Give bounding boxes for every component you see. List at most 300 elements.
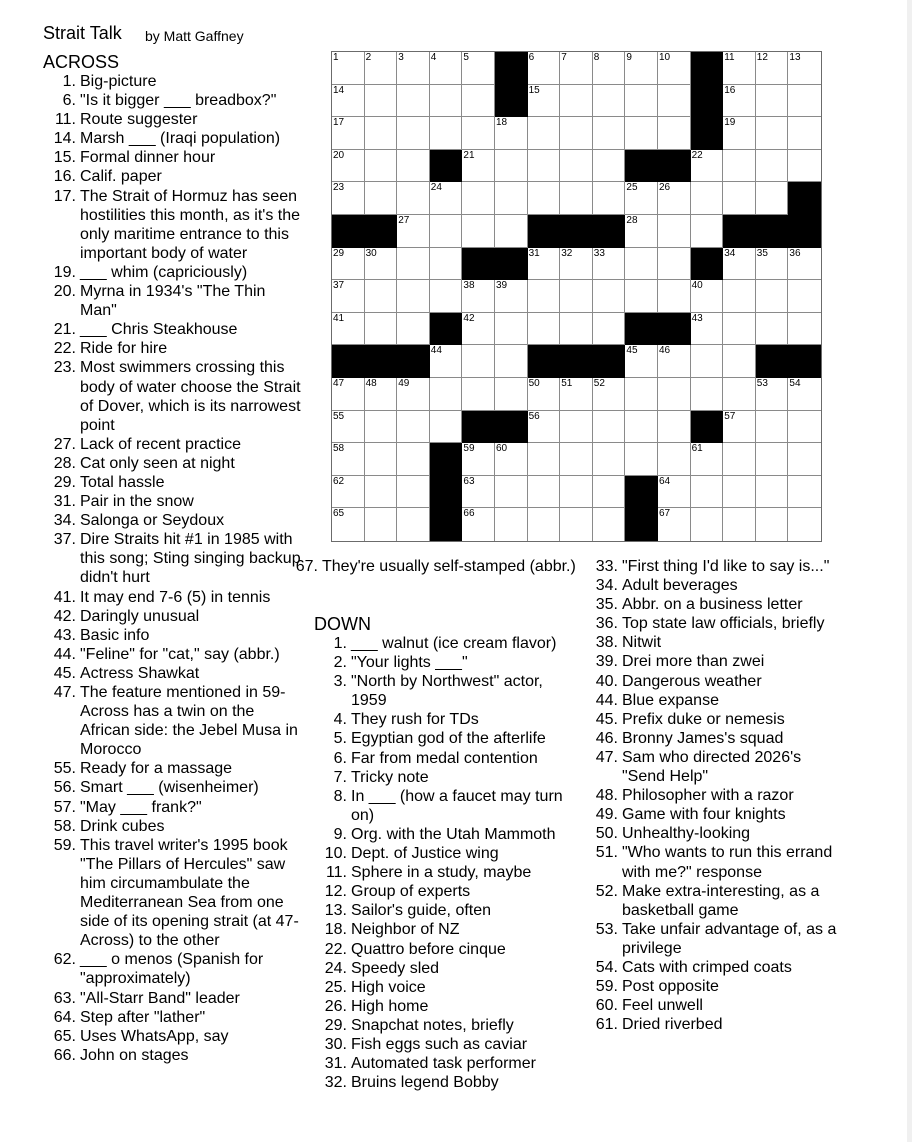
grid-cell[interactable] [397,508,430,541]
black-square [365,215,398,248]
grid-cell[interactable] [723,508,756,541]
clue-number: 22. [324,940,347,958]
grid-cell[interactable] [430,345,463,378]
grid-cell[interactable] [365,52,398,85]
grid-cell[interactable] [332,150,365,183]
clue-number: 35. [595,596,618,614]
grid-cell[interactable] [528,52,561,85]
grid-cell[interactable] [658,85,691,118]
clue-number: 25. [324,978,347,996]
grid-cell[interactable] [365,508,398,541]
black-square [495,52,528,85]
across-clue[interactable] [43,454,303,473]
across-clue[interactable] [43,492,303,511]
down-clue[interactable] [585,595,847,614]
clue-text: "Who wants to run this errand with me?" response [622,844,833,881]
grid-cell[interactable] [560,150,593,183]
grid-cell[interactable] [528,248,561,281]
across-clue[interactable] [43,778,303,797]
grid-cell[interactable] [397,443,430,476]
across-clue[interactable] [43,511,303,530]
grid-cell[interactable] [723,313,756,346]
grid-cell[interactable] [788,378,821,411]
grid-cell[interactable] [462,378,495,411]
down-clue[interactable] [585,786,847,805]
grid-cell[interactable] [560,443,593,476]
across-clue[interactable] [43,148,303,167]
down-clue[interactable] [585,576,847,595]
down-clue[interactable] [314,1016,579,1035]
down-clue[interactable] [585,958,847,977]
grid-cell[interactable] [625,378,658,411]
grid-cell[interactable] [658,476,691,509]
grid-cell[interactable] [560,411,593,444]
down-clue[interactable] [314,940,579,959]
across-clue[interactable] [43,530,303,587]
across-clue[interactable] [43,664,303,683]
grid-cell[interactable] [560,117,593,150]
grid-cell[interactable] [593,280,626,313]
grid-cell[interactable] [593,411,626,444]
across-clue[interactable] [43,167,303,186]
grid-cell[interactable] [723,85,756,118]
across-clue[interactable] [43,282,303,320]
grid-cell[interactable] [691,313,724,346]
down-clue[interactable] [585,805,847,824]
grid-cell[interactable] [788,280,821,313]
grid-cell[interactable] [625,280,658,313]
grid-cell[interactable] [332,313,365,346]
grid-cell[interactable] [462,476,495,509]
grid-cell[interactable] [756,117,789,150]
grid-cell[interactable] [528,150,561,183]
grid-cell[interactable] [495,443,528,476]
grid-cell[interactable] [365,378,398,411]
grid-cell[interactable] [788,117,821,150]
cell-number: 29 [333,247,345,259]
grid-cell[interactable] [430,378,463,411]
grid-cell[interactable] [756,378,789,411]
across-clue[interactable] [43,1046,303,1065]
grid-cell[interactable] [462,182,495,215]
across-heading: ACROSS [43,52,120,72]
grid-cell[interactable] [430,215,463,248]
grid-cell[interactable] [756,313,789,346]
grid-cell[interactable] [560,52,593,85]
across-clue[interactable] [43,435,303,454]
down-clue[interactable] [585,996,847,1015]
crossword-grid[interactable] [331,51,822,542]
grid-cell[interactable] [332,476,365,509]
cell-number: 66 [463,508,475,520]
grid-cell[interactable] [528,378,561,411]
grid-cell[interactable] [658,52,691,85]
clue-text: ___ Chris Steakhouse [80,321,238,339]
down-clue[interactable] [314,653,579,672]
across-clue[interactable] [43,339,303,358]
grid-cell[interactable] [691,280,724,313]
down-clue[interactable] [314,1035,579,1054]
grid-cell[interactable] [788,443,821,476]
down-clue[interactable] [314,901,579,920]
clue-number: 8. [333,787,347,805]
down-clue[interactable] [314,1054,579,1073]
grid-cell[interactable] [430,411,463,444]
grid-cell[interactable] [397,248,430,281]
grid-cell[interactable] [756,85,789,118]
grid-cell[interactable] [756,150,789,183]
grid-cell[interactable] [658,411,691,444]
grid-cell[interactable] [756,411,789,444]
grid-cell[interactable] [430,52,463,85]
across-clue[interactable] [43,588,303,607]
grid-cell[interactable] [625,117,658,150]
grid-cell[interactable] [658,248,691,281]
grid-cell[interactable] [462,85,495,118]
grid-cell[interactable] [560,248,593,281]
grid-cell[interactable] [560,313,593,346]
grid-cell[interactable] [593,378,626,411]
grid-cell[interactable] [691,378,724,411]
grid-cell[interactable] [462,280,495,313]
across-clue[interactable] [43,129,303,148]
down-clue[interactable] [314,710,579,729]
grid-cell[interactable] [495,313,528,346]
grid-cell[interactable] [625,248,658,281]
grid-cell[interactable] [723,378,756,411]
grid-cell[interactable] [560,378,593,411]
across-clue[interactable] [43,607,303,626]
down-clue[interactable] [314,997,579,1016]
grid-cell[interactable] [528,182,561,215]
down-clue[interactable] [314,768,579,787]
grid-cell[interactable] [528,443,561,476]
grid-cell[interactable] [658,182,691,215]
black-square [430,476,463,509]
down-clue[interactable] [314,863,579,882]
down-clue[interactable] [585,652,847,671]
grid-cell[interactable] [593,85,626,118]
grid-cell[interactable] [462,150,495,183]
grid-cell[interactable] [365,182,398,215]
grid-cell[interactable] [462,443,495,476]
grid-cell[interactable] [397,85,430,118]
grid-cell[interactable] [723,117,756,150]
grid-cell[interactable] [397,313,430,346]
grid-cell[interactable] [560,280,593,313]
across-clue[interactable] [43,950,303,988]
grid-cell[interactable] [723,248,756,281]
grid-cell[interactable] [332,85,365,118]
grid-cell[interactable] [723,411,756,444]
grid-cell[interactable] [756,248,789,281]
down-clue[interactable] [585,710,847,729]
grid-cell[interactable] [397,476,430,509]
across-clue[interactable] [43,91,303,110]
grid-cell[interactable] [365,85,398,118]
grid-cell[interactable] [430,117,463,150]
grid-cell[interactable] [625,52,658,85]
grid-cell[interactable] [332,443,365,476]
grid-cell[interactable] [691,150,724,183]
across-clue[interactable] [43,1027,303,1046]
clue-number: 42. [53,607,76,625]
grid-cell[interactable] [658,117,691,150]
down-clue[interactable] [585,920,847,958]
cell-number: 43 [691,312,703,324]
across-clue[interactable] [43,836,303,951]
grid-cell[interactable] [495,182,528,215]
grid-cell[interactable] [593,117,626,150]
grid-cell[interactable] [560,508,593,541]
grid-cell[interactable] [332,508,365,541]
down-clue[interactable] [314,959,579,978]
grid-cell[interactable] [397,378,430,411]
grid-cell[interactable] [332,117,365,150]
grid-cell[interactable] [691,182,724,215]
across-clue[interactable] [43,110,303,129]
grid-cell[interactable] [723,476,756,509]
grid-cell[interactable] [658,345,691,378]
grid-cell[interactable] [723,182,756,215]
grid-cell[interactable] [658,280,691,313]
grid-cell[interactable] [788,313,821,346]
grid-cell[interactable] [658,443,691,476]
down-clue[interactable] [314,729,579,748]
grid-cell[interactable] [332,280,365,313]
grid-cell[interactable] [397,52,430,85]
grid-cell[interactable] [625,345,658,378]
down-clue[interactable] [585,977,847,996]
clue-number: 39. [595,653,618,671]
grid-cell[interactable] [593,248,626,281]
grid-cell[interactable] [495,280,528,313]
across-clue[interactable] [43,817,303,836]
grid-cell[interactable] [332,52,365,85]
clue-text: Unhealthy-looking [622,825,751,843]
grid-cell[interactable] [397,215,430,248]
grid-cell[interactable] [723,52,756,85]
grid-cell[interactable] [658,215,691,248]
grid-cell[interactable] [593,508,626,541]
grid-cell[interactable] [528,508,561,541]
across-clue[interactable] [43,358,303,434]
black-square [495,85,528,118]
down-clue[interactable] [314,787,579,825]
grid-cell[interactable] [756,182,789,215]
grid-cell[interactable] [397,280,430,313]
down-clue[interactable] [585,882,847,920]
grid-cell[interactable] [788,85,821,118]
grid-cell[interactable] [528,476,561,509]
down-clue[interactable] [314,672,579,710]
grid-cell[interactable] [495,476,528,509]
grid-cell[interactable] [332,378,365,411]
cell-number: 18 [495,117,508,129]
grid-cell[interactable] [560,182,593,215]
grid-cell[interactable] [756,443,789,476]
grid-cell[interactable] [625,411,658,444]
grid-cell[interactable] [397,182,430,215]
across-clue[interactable] [285,557,580,576]
across-clue[interactable] [43,1008,303,1027]
clue-number: 67. [295,558,318,575]
grid-cell[interactable] [365,411,398,444]
grid-cell[interactable] [495,150,528,183]
grid-cell[interactable] [397,411,430,444]
page-scrollbar[interactable] [907,0,912,1142]
down-clue[interactable] [585,729,847,748]
clue-text: Formal dinner hour [80,149,216,167]
down-clue[interactable] [314,844,579,863]
grid-cell[interactable] [365,280,398,313]
grid-cell[interactable] [788,52,821,85]
clue-number: 7. [333,768,347,786]
grid-cell[interactable] [560,476,593,509]
cell-number: 40 [691,280,703,292]
down-clue[interactable] [314,978,579,997]
down-clue[interactable] [585,633,847,652]
clue-text: Prefix duke or nemesis [622,710,785,728]
grid-cell[interactable] [462,345,495,378]
black-square [462,411,495,444]
grid-cell[interactable] [462,117,495,150]
grid-cell[interactable] [625,215,658,248]
grid-cell[interactable] [691,345,724,378]
grid-cell[interactable] [495,378,528,411]
grid-cell[interactable] [723,280,756,313]
grid-cell[interactable] [756,476,789,509]
grid-cell[interactable] [723,150,756,183]
grid-cell[interactable] [788,508,821,541]
grid-cell[interactable] [658,378,691,411]
grid-cell[interactable] [625,443,658,476]
across-clue[interactable] [43,759,303,778]
grid-cell[interactable] [430,182,463,215]
grid-cell[interactable] [691,508,724,541]
grid-cell[interactable] [528,85,561,118]
down-clue[interactable] [314,882,579,901]
grid-cell[interactable] [365,150,398,183]
black-square [430,150,463,183]
grid-cell[interactable] [430,280,463,313]
grid-cell[interactable] [593,443,626,476]
grid-cell[interactable] [788,411,821,444]
across-clue[interactable] [43,263,303,282]
grid-cell[interactable] [788,150,821,183]
across-clue[interactable] [43,320,303,339]
clue-text: In ___ (how a faucet may turn on) [351,787,563,824]
grid-cell[interactable] [691,215,724,248]
grid-cell[interactable] [788,248,821,281]
clue-number: 4. [333,711,347,729]
across-clue[interactable] [43,626,303,645]
grid-cell[interactable] [625,85,658,118]
grid-cell[interactable] [365,476,398,509]
grid-cell[interactable] [365,117,398,150]
grid-cell[interactable] [365,313,398,346]
grid-cell[interactable] [332,411,365,444]
grid-cell[interactable] [756,280,789,313]
grid-cell[interactable] [397,117,430,150]
down-clue[interactable] [314,749,579,768]
grid-cell[interactable] [756,52,789,85]
down-clue[interactable] [585,557,847,576]
grid-cell[interactable] [495,345,528,378]
down-clue[interactable] [314,634,579,653]
clue-text: Feel unwell [622,997,703,1015]
grid-cell[interactable] [462,52,495,85]
down-clue[interactable] [585,672,847,691]
black-square [332,215,365,248]
grid-cell[interactable] [495,117,528,150]
grid-cell[interactable] [430,248,463,281]
grid-cell[interactable] [332,248,365,281]
grid-cell[interactable] [528,280,561,313]
grid-cell[interactable] [593,52,626,85]
grid-cell[interactable] [560,85,593,118]
across-clue[interactable] [43,683,303,759]
grid-cell[interactable] [691,476,724,509]
grid-cell[interactable] [462,313,495,346]
grid-cell[interactable] [625,182,658,215]
grid-cell[interactable] [495,215,528,248]
grid-cell[interactable] [365,443,398,476]
across-clue[interactable] [43,187,303,263]
grid-cell[interactable] [397,150,430,183]
grid-cell[interactable] [462,215,495,248]
grid-cell[interactable] [723,345,756,378]
clue-text: Egyptian god of the afterlife [351,730,546,748]
grid-cell[interactable] [756,508,789,541]
grid-cell[interactable] [462,508,495,541]
down-clue[interactable] [585,843,847,881]
cell-number: 5 [463,52,469,63]
cell-number: 34 [724,247,736,259]
down-clue[interactable] [585,748,847,786]
across-clue[interactable] [43,989,303,1008]
grid-cell[interactable] [658,508,691,541]
down-clue[interactable] [585,691,847,710]
grid-cell[interactable] [332,182,365,215]
down-clue[interactable] [314,920,579,939]
grid-cell[interactable] [593,313,626,346]
grid-cell[interactable] [528,411,561,444]
down-clue[interactable] [585,614,847,633]
grid-cell[interactable] [691,443,724,476]
grid-cell[interactable] [788,476,821,509]
grid-cell[interactable] [430,85,463,118]
cell-number: 65 [333,508,345,520]
across-clue[interactable] [43,72,303,91]
grid-cell[interactable] [593,150,626,183]
across-clue[interactable] [43,798,303,817]
grid-cell[interactable] [723,443,756,476]
cell-number: 12 [756,52,768,63]
grid-cell[interactable] [528,313,561,346]
across-clue[interactable] [43,645,303,664]
down-clue[interactable] [314,1073,579,1092]
down-clue[interactable] [585,1015,847,1034]
grid-cell[interactable] [528,117,561,150]
down-clue[interactable] [314,825,579,844]
grid-cell[interactable] [495,508,528,541]
down-clue[interactable] [585,824,847,843]
across-clue[interactable] [43,473,303,492]
grid-cell[interactable] [365,248,398,281]
grid-cell[interactable] [593,476,626,509]
grid-cell[interactable] [593,182,626,215]
